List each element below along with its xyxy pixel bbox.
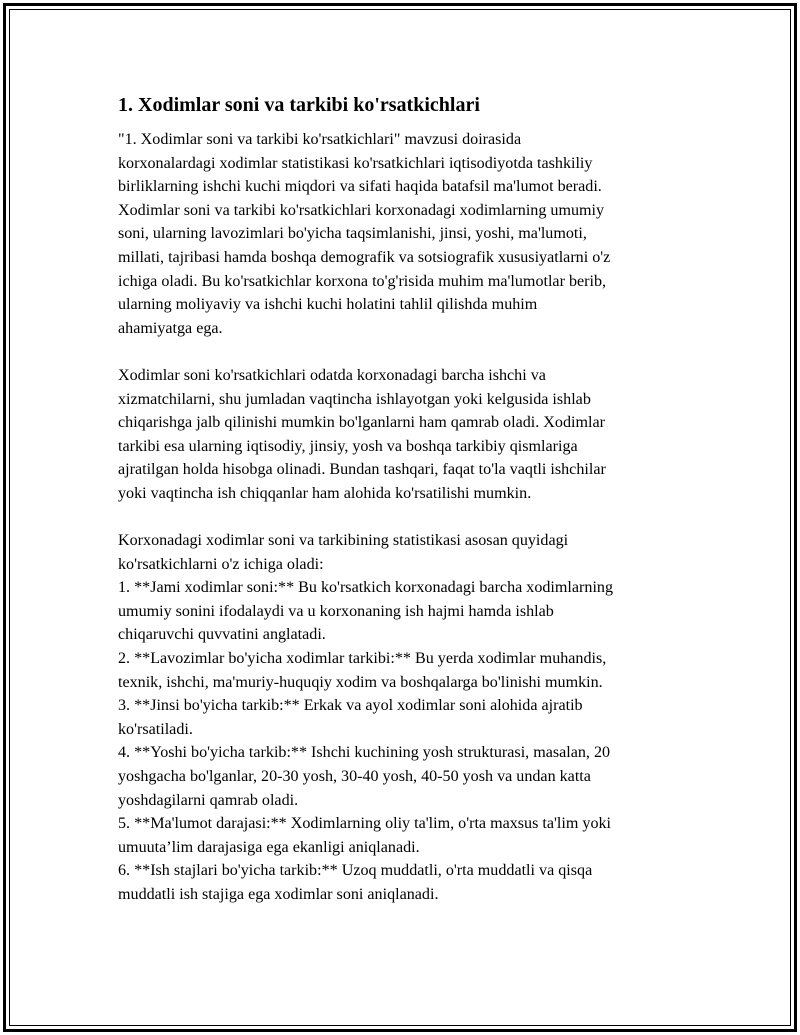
paragraph-headcount: Xodimlar soni ko'rsatkichlari odatda korxonadagi barcha ishchi va xizmatchilarni, shu jumladan vaqtincha ishlayotgan yoki kelgusida ishlab chiqarishga jalb qilinishi mumkin bo'lganlarni ham qamrab oladi. Xodimlar tarkibi esa ularning iqtisodiy, jinsiy, yosh va boshqa tarkibiy qismlariga ajratilgan holda hisobga olinadi. Bundan tashqari, faqat to'la vaqtli ishchilar yoki vaqtincha ish chiqqanlar ham alohida ko'rsatilishi mumkin.: [118, 366, 606, 502]
paragraph-indicator-list: Korxonadagi xodimlar soni va tarkibining statistikasi asosan quyidagi ko'rsatkichlarni o'z ichiga oladi: 1. **Jami xodimlar soni:** Bu ko'rsatkich korxonadagi barcha xodimlarning umumiy sonini ifodalaydi va u korxonaning ish hajmi hamda ishlab chiqaruvchi quvvatini anglatadi. 2. **Lavozimlar bo'yicha xodimlar tarkibi:** Bu yerda xodimlar muhandis, texnik, ishchi, ma'muriy-huquqiy xodim va boshqalarga bo'linishi mumkin. 3. **Jinsi bo'yicha tarkib:** Erkak va ayol xodimlar soni alohida ajratib ko'rsatiladi. 4. **Yoshi bo'yicha tarkib:** Ishchi kuchining yosh strukturasi, masalan, 20 yoshgacha bo'lganlar, 20-30 yosh, 30-40 yosh, 40-50 yosh va undan katta yoshdagilarni qamrab oladi. 5. **Ma'lumot darajasi:** Xodimlarning oliy ta'lim, o'rta maxsus ta'lim yoki umuuta’lim darajasiga ega ekanligi aniqlanadi. 6. **Ish stajlari bo'yicha tarkib:** Uzoq muddatli, o'rta muddatli va qisqa muddatli ish stajiga ega xodimlar soni aniqlanadi.: [118, 532, 614, 903]
document-body: [118, 92, 688, 907]
paragraph-spacer: [118, 340, 688, 364]
section-heading: 1. Xodimlar soni va tarkibi ko'rsatkichlari: [118, 94, 480, 116]
paragraph-spacer: [118, 506, 688, 530]
paragraph-intro: "1. Xodimlar soni va tarkibi ko'rsatkichlari" mavzusi doirasida korxonalardagi xodimlar statistikasi ko'rsatkichlari iqtisodiyotda tashkiliy birliklarning ishchi kuchi miqdori va sifati haqida batafsil ma'lumot beradi. Xodimlar soni va tarkibi ko'rsatkichlari korxonadagi xodimlarning umumiy soni, ularning lavozimlari bo'yicha taqsimlanishi, jinsi, yoshi, ma'lumoti, millati, tajribasi hamda boshqa demografik va sotsiografik xususiyatlarni o'z ichiga oladi. Bu ko'rsatkichlar korxona to'g'risida muhim ma'lumotlar berib, ularning moliyaviy va ishchi kuchi holatini tahlil qilishda muhim ahamiyatga ega.: [118, 131, 611, 337]
